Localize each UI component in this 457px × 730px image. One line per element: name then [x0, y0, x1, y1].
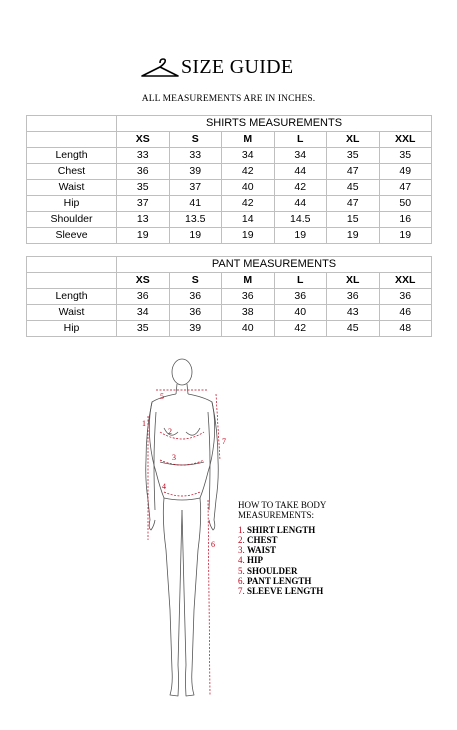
table-cell: 36	[117, 164, 170, 180]
page-subtitle: ALL MEASUREMENTS ARE IN INCHES.	[141, 94, 316, 104]
table-header-row	[27, 132, 432, 148]
table-row	[27, 289, 432, 305]
item-number: 5.	[238, 565, 245, 576]
figure-marker-2: 2	[168, 427, 172, 436]
item-number: 7.	[238, 586, 245, 597]
table-cell: 37	[169, 180, 222, 196]
item-number: 3.	[238, 545, 245, 556]
hanger-icon	[140, 58, 180, 78]
size-header: L	[274, 273, 327, 289]
table-cell: 49	[379, 164, 432, 180]
list-item	[238, 545, 326, 555]
table-cell: 45	[327, 180, 380, 196]
table-cell	[27, 273, 117, 289]
row-label: Waist	[27, 305, 117, 321]
table-row	[27, 180, 432, 196]
table-cell: 39	[169, 164, 222, 180]
table-cell: 33	[117, 148, 170, 164]
figure-marker-1: 1	[142, 419, 146, 428]
size-guide-header	[0, 52, 457, 84]
table-row	[27, 305, 432, 321]
table-cell: 47	[327, 164, 380, 180]
item-number: 6.	[238, 576, 245, 587]
table-cell: 34	[274, 148, 327, 164]
row-label: Shoulder	[27, 212, 117, 228]
table-cell: 19	[169, 228, 222, 244]
table-cell: 36	[327, 289, 380, 305]
table-cell: 19	[117, 228, 170, 244]
table-cell: 19	[222, 228, 275, 244]
table-cell: 19	[379, 228, 432, 244]
table-cell: 46	[379, 305, 432, 321]
list-item	[238, 525, 326, 535]
table-cell: 36	[169, 305, 222, 321]
shirts-size-table	[26, 115, 432, 244]
size-header: XXL	[379, 132, 432, 148]
size-header: L	[274, 132, 327, 148]
table-cell: 13.5	[169, 212, 222, 228]
table-caption-row	[27, 257, 432, 273]
list-item	[238, 555, 326, 565]
table-cell: 44	[274, 164, 327, 180]
table-row	[27, 228, 432, 244]
table-cell: 16	[379, 212, 432, 228]
table-header-row	[27, 273, 432, 289]
table-cell	[27, 116, 117, 132]
row-label: Sleeve	[27, 228, 117, 244]
table-cell: 13	[117, 212, 170, 228]
item-number: 1.	[238, 524, 245, 535]
table-cell: 44	[274, 196, 327, 212]
table-cell: 36	[274, 289, 327, 305]
table-cell: 40	[274, 305, 327, 321]
how-to-heading: MEASUREMENTS:	[238, 510, 315, 521]
size-header: S	[169, 132, 222, 148]
row-label: Waist	[27, 180, 117, 196]
list-item	[238, 566, 326, 576]
table-cell: 40	[222, 180, 275, 196]
pants-size-table	[26, 256, 432, 337]
table-cell: 36	[379, 289, 432, 305]
item-text: PANT LENGTH	[247, 576, 312, 587]
item-text: SLEEVE LENGTH	[247, 586, 324, 597]
table-cell: 35	[117, 180, 170, 196]
table-row	[27, 164, 432, 180]
table-cell: 15	[327, 212, 380, 228]
table-cell: 39	[169, 321, 222, 337]
table-cell: 38	[222, 305, 275, 321]
table-cell	[27, 132, 117, 148]
table-cell: 42	[274, 180, 327, 196]
item-text: HIP	[247, 555, 264, 566]
table-cell: 41	[169, 196, 222, 212]
how-to-items	[238, 525, 326, 597]
list-item	[238, 576, 326, 586]
table-cell: 48	[379, 321, 432, 337]
page-title: SIZE GUIDE	[181, 56, 294, 78]
figure-marker-3: 3	[172, 453, 176, 462]
item-text: SHIRT LENGTH	[247, 524, 316, 535]
row-label: Hip	[27, 196, 117, 212]
item-text: CHEST	[247, 534, 278, 545]
row-label: Length	[27, 289, 117, 305]
how-to-heading: HOW TO TAKE BODY	[238, 500, 327, 510]
size-header: M	[222, 132, 275, 148]
row-label: Chest	[27, 164, 117, 180]
size-header: XS	[117, 273, 170, 289]
table-cell: 14	[222, 212, 275, 228]
table-cell: 42	[222, 164, 275, 180]
size-header: XXL	[379, 273, 432, 289]
how-to-measure-list	[238, 500, 326, 597]
table-cell: 47	[327, 196, 380, 212]
table-cell: 19	[327, 228, 380, 244]
table-cell: 34	[222, 148, 275, 164]
item-text: SHOULDER	[247, 565, 298, 576]
size-header: S	[169, 273, 222, 289]
table-cell: 36	[222, 289, 275, 305]
size-header: XL	[327, 273, 380, 289]
figure-marker-7: 7	[222, 437, 226, 446]
size-header: XL	[327, 132, 380, 148]
table-cell: 36	[117, 289, 170, 305]
table-cell: 50	[379, 196, 432, 212]
figure-marker-5: 5	[160, 392, 164, 401]
table-cell	[27, 257, 117, 273]
row-label: Length	[27, 148, 117, 164]
table-row	[27, 196, 432, 212]
size-header: M	[222, 273, 275, 289]
table-caption-row	[27, 116, 432, 132]
table-row	[27, 321, 432, 337]
table-cell: 47	[379, 180, 432, 196]
table-cell: 33	[169, 148, 222, 164]
table-cell: 36	[169, 289, 222, 305]
table-caption: PANT MEASUREMENTS	[117, 257, 432, 273]
table-caption: SHIRTS MEASUREMENTS	[117, 116, 432, 132]
table-cell: 35	[327, 148, 380, 164]
table-row	[27, 212, 432, 228]
table-cell: 42	[274, 321, 327, 337]
table-cell: 34	[117, 305, 170, 321]
item-number: 2.	[238, 534, 245, 545]
list-item	[238, 586, 326, 596]
table-cell: 19	[274, 228, 327, 244]
table-cell: 40	[222, 321, 275, 337]
table-cell: 45	[327, 321, 380, 337]
list-item	[238, 535, 326, 545]
table-row	[27, 148, 432, 164]
figure-marker-4: 4	[162, 482, 166, 491]
size-header: XS	[117, 132, 170, 148]
item-text: WAIST	[247, 545, 277, 556]
table-cell: 35	[379, 148, 432, 164]
table-cell: 37	[117, 196, 170, 212]
item-number: 4.	[238, 555, 245, 566]
table-cell: 43	[327, 305, 380, 321]
table-cell: 14.5	[274, 212, 327, 228]
table-cell: 42	[222, 196, 275, 212]
body-measurement-figure	[120, 350, 250, 720]
table-cell: 35	[117, 321, 170, 337]
row-label: Hip	[27, 321, 117, 337]
figure-marker-6: 6	[211, 540, 215, 549]
